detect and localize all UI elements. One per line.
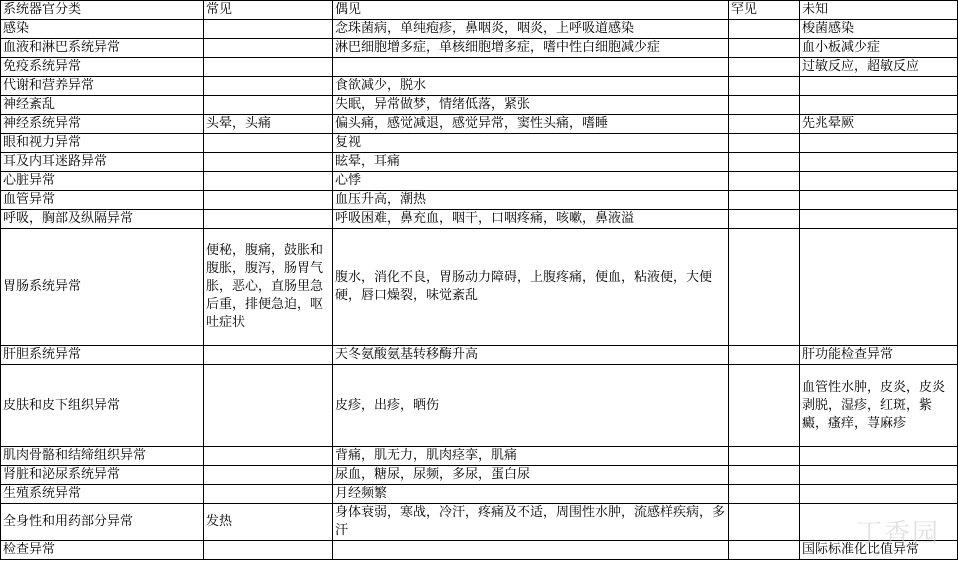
- cell-category: 肝胆系统异常: [1, 346, 204, 365]
- table-row: [1, 77, 958, 96]
- cell-common: [204, 134, 333, 153]
- header-common: 常见: [204, 1, 333, 20]
- header-row: [1, 1, 958, 20]
- cell-category: 神经系统异常: [1, 115, 204, 134]
- cell-unknown: [800, 153, 958, 172]
- cell-occasional: 尿血，糖尿，尿频，多尿，蛋白尿: [333, 466, 729, 485]
- cell-common: [204, 485, 333, 504]
- cell-unknown: 先兆晕厥: [800, 115, 958, 134]
- cell-unknown: [800, 77, 958, 96]
- cell-category: 肌肉骨骼和结缔组织异常: [1, 447, 204, 466]
- table-row: [1, 504, 958, 541]
- cell-occasional: 偏头痛，感觉减退，感觉异常，窦性头痛，嗜睡: [333, 115, 729, 134]
- cell-rare: [729, 96, 800, 115]
- cell-occasional: 月经频繁: [333, 485, 729, 504]
- cell-rare: [729, 39, 800, 58]
- cell-unknown: 梭菌感染: [800, 20, 958, 39]
- cell-common: [204, 96, 333, 115]
- table-row: [1, 39, 958, 58]
- cell-category: 免疫系统异常: [1, 58, 204, 77]
- cell-unknown: 血管性水肿，皮炎，皮炎剥脱，湿疹，红斑，紫癜，瘙痒，荨麻疹: [800, 365, 958, 447]
- cell-unknown: 肝功能检查异常: [800, 346, 958, 365]
- cell-category: 生殖系统异常: [1, 485, 204, 504]
- cell-occasional: 皮疹，出疹，晒伤: [333, 365, 729, 447]
- cell-common: [204, 58, 333, 77]
- cell-occasional: 呼吸困难，鼻充血，咽干，口咽疼痛，咳嗽，鼻液溢: [333, 210, 729, 229]
- cell-rare: [729, 365, 800, 447]
- cell-rare: [729, 210, 800, 229]
- cell-unknown: 血小板减少症: [800, 39, 958, 58]
- cell-rare: [729, 485, 800, 504]
- cell-category: 血管异常: [1, 191, 204, 210]
- cell-unknown: [800, 210, 958, 229]
- table-row: [1, 153, 958, 172]
- cell-category: 皮肤和皮下组织异常: [1, 365, 204, 447]
- cell-occasional: 复视: [333, 134, 729, 153]
- cell-unknown: [800, 485, 958, 504]
- cell-category: 检查异常: [1, 541, 204, 560]
- cell-rare: [729, 504, 800, 541]
- cell-rare: [729, 153, 800, 172]
- cell-occasional: 天冬氨酸氨基转移酶升高: [333, 346, 729, 365]
- cell-common: [204, 210, 333, 229]
- cell-category: 眼和视力异常: [1, 134, 204, 153]
- cell-common: 发热: [204, 504, 333, 541]
- cell-rare: [729, 77, 800, 96]
- cell-common: [204, 191, 333, 210]
- table-row: [1, 485, 958, 504]
- cell-rare: [729, 172, 800, 191]
- cell-occasional: 心悸: [333, 172, 729, 191]
- cell-occasional: [333, 58, 729, 77]
- cell-occasional: 淋巴细胞增多症，单核细胞增多症，嗜中性白细胞减少症: [333, 39, 729, 58]
- cell-category: 呼吸，胸部及纵隔异常: [1, 210, 204, 229]
- cell-rare: [729, 134, 800, 153]
- cell-common: [204, 77, 333, 96]
- cell-unknown: [800, 172, 958, 191]
- table-row: [1, 58, 958, 77]
- cell-category: 心脏异常: [1, 172, 204, 191]
- cell-occasional: [333, 541, 729, 560]
- table-row: [1, 365, 958, 447]
- cell-rare: [729, 191, 800, 210]
- cell-category: 代谢和营养异常: [1, 77, 204, 96]
- cell-common: [204, 447, 333, 466]
- table-row: [1, 229, 958, 346]
- cell-unknown: 国际标准化比值异常: [800, 541, 958, 560]
- cell-common: [204, 466, 333, 485]
- table-row: [1, 96, 958, 115]
- table-row: [1, 447, 958, 466]
- table-row: [1, 20, 958, 39]
- header-unknown: 未知: [800, 1, 958, 20]
- cell-category: 血液和淋巴系统异常: [1, 39, 204, 58]
- cell-rare: [729, 229, 800, 346]
- cell-common: 头晕，头痛: [204, 115, 333, 134]
- header-category: 系统器官分类: [1, 1, 204, 20]
- cell-unknown: [800, 96, 958, 115]
- cell-occasional: 背痛，肌无力，肌肉痉挛，肌痛: [333, 447, 729, 466]
- cell-common: [204, 541, 333, 560]
- cell-category: 神经紊乱: [1, 96, 204, 115]
- cell-occasional: 身体衰弱，寒战，冷汗，疼痛及不适，周围性水肿，流感样疾病，多汗: [333, 504, 729, 541]
- watermark-logo: 丁香园: [855, 519, 940, 549]
- cell-common: [204, 153, 333, 172]
- table-row: [1, 466, 958, 485]
- cell-occasional: 腹水，消化不良，胃肠动力障碍，上腹疼痛，便血，粘液便，大便硬，唇口燥裂，味觉紊乱: [333, 229, 729, 346]
- cell-occasional: 失眠，异常做梦，情绪低落，紧张: [333, 96, 729, 115]
- cell-category: 胃肠系统异常: [1, 229, 204, 346]
- cell-category: 全身性和用药部分异常: [1, 504, 204, 541]
- cell-common: 便秘，腹痛，鼓胀和腹胀，腹泻，肠胃气胀，恶心，直肠里急后重，排便急迫，呕吐症状: [204, 229, 333, 346]
- cell-unknown: [800, 466, 958, 485]
- cell-unknown: [800, 191, 958, 210]
- table-row: [1, 115, 958, 134]
- table-row: [1, 210, 958, 229]
- cell-unknown: [800, 229, 958, 346]
- cell-common: [204, 365, 333, 447]
- cell-unknown: [800, 134, 958, 153]
- cell-category: 耳及内耳迷路异常: [1, 153, 204, 172]
- cell-occasional: 念珠菌病，单纯疱疹，鼻咽炎，咽炎，上呼吸道感染: [333, 20, 729, 39]
- header-rare: 罕见: [729, 1, 800, 20]
- cell-common: [204, 172, 333, 191]
- cell-rare: [729, 20, 800, 39]
- cell-occasional: 眩晕，耳痛: [333, 153, 729, 172]
- table-row: [1, 134, 958, 153]
- cell-rare: [729, 466, 800, 485]
- table-row: [1, 346, 958, 365]
- cell-rare: [729, 346, 800, 365]
- cell-category: 感染: [1, 20, 204, 39]
- cell-unknown: [800, 447, 958, 466]
- cell-common: [204, 346, 333, 365]
- cell-rare: [729, 447, 800, 466]
- table-row: [1, 172, 958, 191]
- cell-rare: [729, 115, 800, 134]
- cell-unknown: 过敏反应，超敏反应: [800, 58, 958, 77]
- table-row: [1, 191, 958, 210]
- cell-occasional: 血压升高，潮热: [333, 191, 729, 210]
- table-row: [1, 541, 958, 560]
- header-occasional: 偶见: [333, 1, 729, 20]
- cell-occasional: 食欲减少，脱水: [333, 77, 729, 96]
- cell-common: [204, 39, 333, 58]
- cell-rare: [729, 58, 800, 77]
- cell-rare: [729, 541, 800, 560]
- cell-category: 肾脏和泌尿系统异常: [1, 466, 204, 485]
- cell-common: [204, 20, 333, 39]
